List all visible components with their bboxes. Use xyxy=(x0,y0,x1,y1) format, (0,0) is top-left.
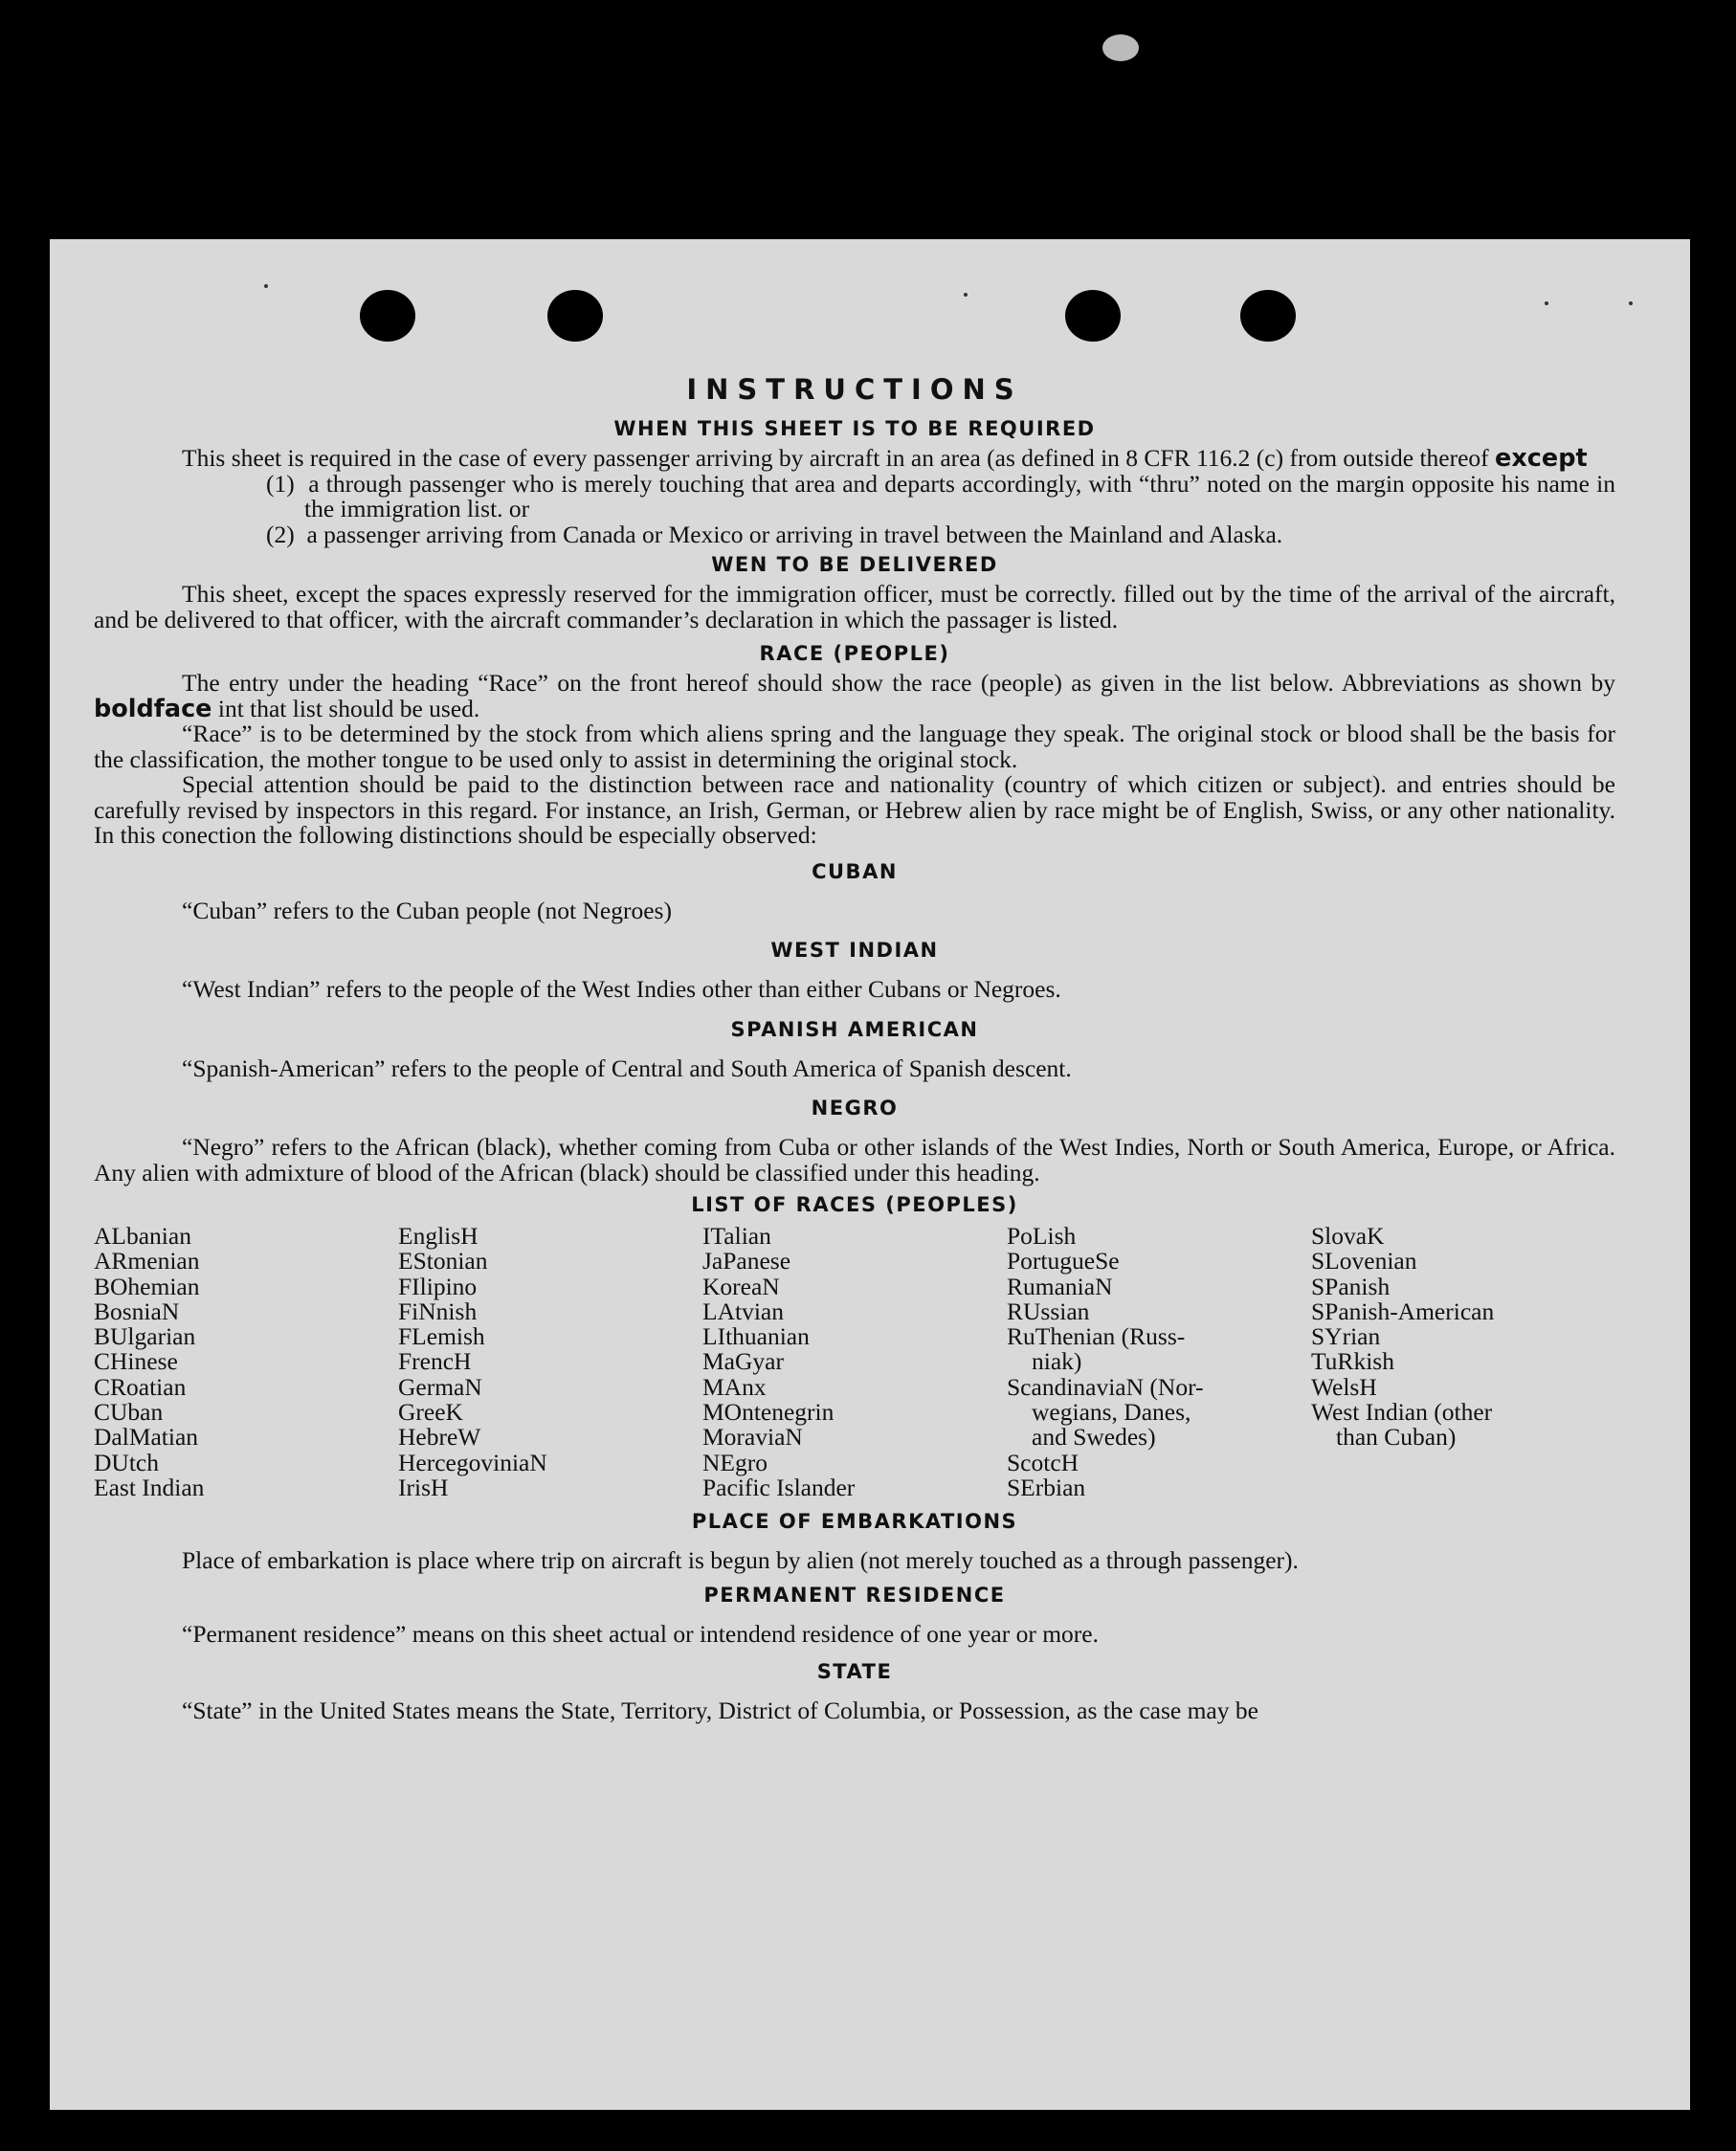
race-entry: SErbian xyxy=(1007,1473,1086,1501)
required-item-2: (2) a passenger arriving from Canada or Mexico or arriving in travel between the Mainland and Alaska. xyxy=(266,520,1283,548)
heading-delivered: WEN TO BE DELIVERED xyxy=(711,553,998,576)
race-entry: BUlgarian xyxy=(94,1322,196,1351)
race-entry: ITalian xyxy=(702,1222,771,1250)
race-entry: GreeK xyxy=(398,1398,463,1427)
race-entry: West Indian (other xyxy=(1311,1398,1493,1427)
race-entry: SPanish-American xyxy=(1311,1297,1495,1325)
race-entry: KoreaN xyxy=(702,1272,780,1300)
film-speck xyxy=(1102,34,1139,61)
page-title: INSTRUCTIONS xyxy=(686,373,1023,406)
race-entry: FrencH xyxy=(398,1347,472,1376)
heading-race: RACE (PEOPLE) xyxy=(759,642,950,665)
heading-negro: NEGRO xyxy=(811,1097,899,1120)
race-entry: JaPanese xyxy=(702,1247,791,1275)
races-column-4 xyxy=(1007,1224,1311,1500)
race-entry: FiNnish xyxy=(398,1297,478,1325)
punch-hole-1 xyxy=(360,290,415,342)
heading-list-of-races: LIST OF RACES (PEOPLES) xyxy=(691,1193,1018,1216)
race-entry: SlovaK xyxy=(1311,1222,1385,1250)
heading-west-indian: WEST INDIAN xyxy=(770,939,939,962)
race-entry: East Indian xyxy=(94,1473,205,1501)
race-entry: RUssian xyxy=(1007,1297,1090,1325)
race-entry: EnglisH xyxy=(398,1222,479,1250)
race-entry-continued: niak) xyxy=(1032,1347,1082,1376)
race-entry: SYrian xyxy=(1311,1322,1381,1351)
heading-required: WHEN THIS SHEET IS TO BE REQUIRED xyxy=(613,417,1096,440)
heading-state: STATE xyxy=(816,1660,893,1684)
race-entry: DalMatian xyxy=(94,1423,199,1452)
races-column-1 xyxy=(94,1224,398,1500)
cuban-text: “Cuban” refers to the Cuban people (not Negroes) xyxy=(182,896,672,924)
race-entry: LAtvian xyxy=(702,1297,784,1325)
race-entry: HercegoviniaN xyxy=(398,1448,547,1476)
residence-text: “Permanent residence” means on this sheet actual or intendend residence of one year or more. xyxy=(182,1619,1099,1648)
race-entry: FLemish xyxy=(398,1322,485,1351)
state-text: “State” in the United States means the State, Territory, District of Columbia, or Possession, as the case may be xyxy=(182,1696,1258,1725)
delivered-text: This sheet, except the spaces expressly reserved for the immigration officer, must be correctly. filled out by the time of the arrival of the aircraft, and be delivered to that officer, with the aircraft commander’s declaration in which the passager is listed. xyxy=(94,580,1615,633)
heading-cuban: CUBAN xyxy=(812,859,898,883)
race-entry: CRoatian xyxy=(94,1372,187,1401)
punch-hole-3 xyxy=(1065,290,1121,342)
race-entry: SPanish xyxy=(1311,1272,1391,1300)
race-paragraph-3: Special attention should be paid to the distinction between race and nationality (country of which citizen or subject). and entries should be carefully revised by inspectors in this regard. For instance, an Irish, German, or Hebrew alien by race might be of English, Swiss, or any other nationality. In this conection the following distinctions should be especially observed: xyxy=(94,770,1615,849)
race-entry: NEgro xyxy=(702,1448,768,1476)
punch-hole-4 xyxy=(1240,290,1296,342)
race-paragraph-1: The entry under the heading “Race” on the front hereof should show the race (people) as given in the list below. Abbreviations as shown by boldface int that list should be used. xyxy=(94,669,1615,723)
race-entry: DUtch xyxy=(94,1448,159,1476)
required-intro: This sheet is required in the case of every passenger arriving by aircraft in an area (as defined in 8 CFR 116.2 (c) from outside thereof except xyxy=(182,444,1588,473)
race-entry: GermaN xyxy=(398,1372,482,1401)
instructions-content xyxy=(94,373,1615,1724)
speck xyxy=(964,293,968,297)
race-entry: EStonian xyxy=(398,1247,488,1275)
race-entry: BOhemian xyxy=(94,1272,200,1300)
race-entry: MoraviaN xyxy=(702,1423,803,1452)
required-item-1: (1) a through passenger who is merely touching that area and departs accordingly, with “thru” noted on the margin opposite his name in the immigration list. or xyxy=(266,469,1615,522)
race-entry: IrisH xyxy=(398,1473,449,1501)
race-entry: RuThenian (Russ- xyxy=(1007,1322,1186,1351)
race-entry: TuRkish xyxy=(1311,1347,1394,1376)
race-entry: ScotcH xyxy=(1007,1448,1079,1476)
race-entry: HebreW xyxy=(398,1423,481,1452)
except-bold: except xyxy=(1495,444,1588,473)
race-entry: MAnx xyxy=(702,1372,767,1401)
race-entry: ScandinaviaN (Nor- xyxy=(1007,1372,1204,1401)
race-paragraph-2: “Race” is to be determined by the stock from which aliens spring and the language they speak. The original stock or blood shall be the basis for the classification, the mother tongue to be used only to assist in determining the original stock. xyxy=(94,720,1615,773)
negro-text: “Negro” refers to the African (black), whether coming from Cuba or other islands of the West Indies, North or South America, Europe, or Africa. Any alien with admixture of blood of the African (black) should be classified under this heading. xyxy=(94,1133,1615,1186)
heading-spanish-american: SPANISH AMERICAN xyxy=(730,1017,979,1041)
west-indian-text: “West Indian” refers to the people of the West Indies other than either Cubans or Negroes. xyxy=(182,975,1061,1003)
race-entry-continued: and Swedes) xyxy=(1032,1423,1156,1452)
race-entry-continued: than Cuban) xyxy=(1336,1423,1457,1452)
speck xyxy=(1629,301,1633,305)
boldface-bold: boldface xyxy=(94,694,212,723)
race-entry: WelsH xyxy=(1311,1372,1377,1401)
race-entry: ARmenian xyxy=(94,1247,200,1275)
race-entry: RumaniaN xyxy=(1007,1272,1113,1300)
spanish-american-text: “Spanish-American” refers to the people of Central and South America of Spanish descent. xyxy=(182,1053,1072,1082)
punch-hole-2 xyxy=(547,290,603,342)
races-column-3 xyxy=(702,1224,1007,1500)
race-entry: BosniaN xyxy=(94,1297,180,1325)
heading-embarkation: PLACE OF EMBARKATIONS xyxy=(691,1510,1018,1534)
heading-permanent-residence: PERMANENT RESIDENCE xyxy=(703,1583,1006,1607)
race-entry: ALbanian xyxy=(94,1222,191,1250)
race-entry: MaGyar xyxy=(702,1347,784,1376)
race-entry: PortugueSe xyxy=(1007,1247,1120,1275)
race-entry-continued: wegians, Danes, xyxy=(1032,1398,1191,1427)
race-entry: Pacific Islander xyxy=(702,1473,856,1501)
races-column-2 xyxy=(398,1224,702,1500)
races-list xyxy=(94,1224,1615,1500)
document-page xyxy=(50,239,1690,2110)
race-entry: CUban xyxy=(94,1398,164,1427)
race-entry: LIthuanian xyxy=(702,1322,810,1351)
embarkation-text: Place of embarkation is place where trip on aircraft is begun by alien (not merely touched as a through passenger). xyxy=(182,1546,1299,1575)
race-entry: MOntenegrin xyxy=(702,1398,835,1427)
speck xyxy=(1545,301,1548,305)
race-entry: SLovenian xyxy=(1311,1247,1417,1275)
race-entry: FIlipino xyxy=(398,1272,478,1300)
race-entry: PoLish xyxy=(1007,1222,1077,1250)
races-column-5 xyxy=(1311,1224,1615,1500)
race-entry: CHinese xyxy=(94,1347,178,1376)
speck xyxy=(264,284,268,288)
